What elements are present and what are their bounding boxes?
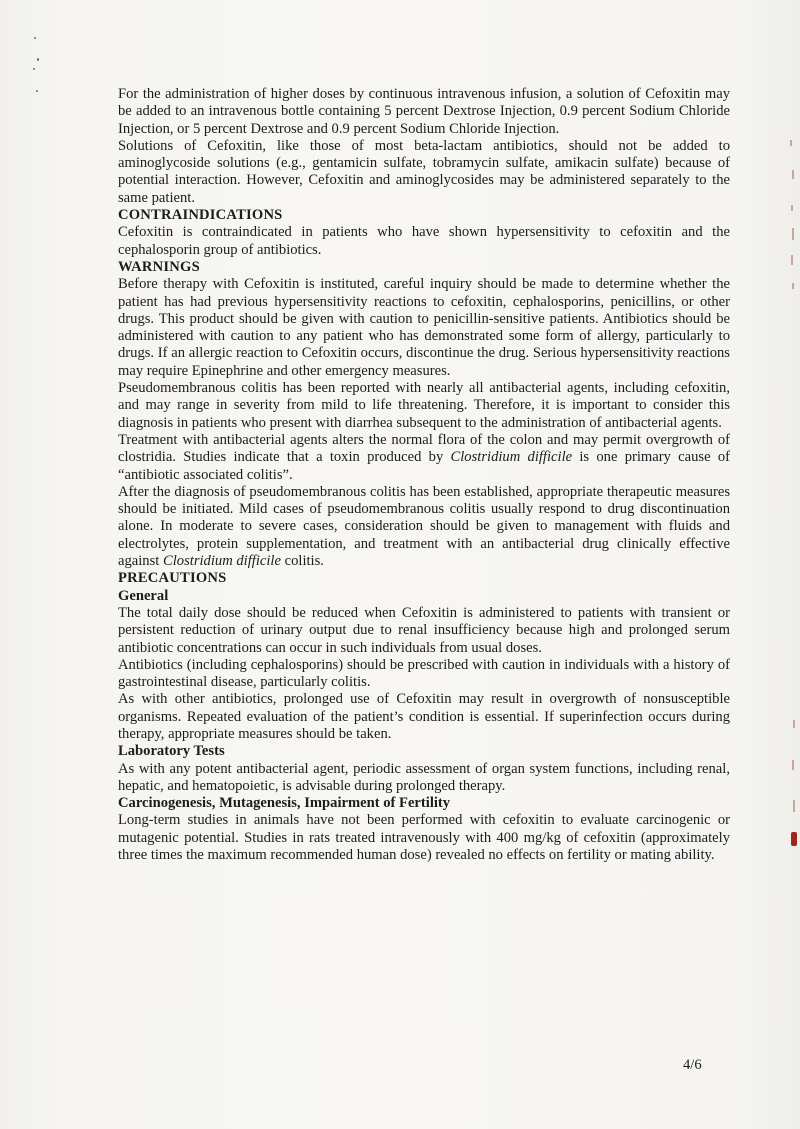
scan-edge-mark	[791, 255, 793, 265]
subsection-heading: Laboratory Tests	[118, 743, 225, 760]
body-paragraph: As with any potent antibacterial agent, periodic assessment of organ system functions, including renal, hepatic, and hematopoietic, is advisable during prolonged therapy.	[118, 760, 730, 794]
body-paragraph: Solutions of Cefoxitin, like those of most beta-lactam antibiotics, should not be added to aminoglycoside solutions (e.g., gentamicin sulfate, tobramycin sulfate, amikacin sulfate) because of potential interaction. However, Cefoxitin and aminoglycosides may be administered separately to the same patient.	[118, 137, 730, 206]
scan-edge-mark	[792, 228, 794, 240]
subsection-heading: Carcinogenesis, Mutagenesis, Impairment of Fertility	[118, 795, 451, 812]
body-paragraph: Antibiotics (including cephalosporins) should be prescribed with caution in individuals with a history of gastrointestinal disease, particularly colitis.	[118, 656, 730, 691]
scan-edge-mark	[792, 170, 794, 179]
scan-edge-mark	[792, 760, 794, 770]
body-paragraph	[118, 432, 730, 484]
scan-speck	[33, 68, 35, 70]
body-paragraph: Cefoxitin is contraindicated in patients who have shown hypersensitivity to cefoxitin and the cephalosporin group of antibiotics.	[118, 224, 730, 258]
paragraph-text: After the diagnosis of pseudomembranous colitis has been established, appropriate therapeutic measures should be initiated. Mild cases of pseudomembranous colitis usually respond to drug discontinuation alone. In moderate to severe cases, consideration should be given to management with fluids and electrolytes, protein supplementation, and treatment with an antibacterial drug clinically effective against	[118, 483, 730, 570]
scan-edge-mark	[791, 832, 797, 846]
section-heading: WARNINGS	[118, 258, 200, 275]
subsection-heading: General	[118, 587, 169, 604]
scan-edge-mark	[791, 205, 793, 211]
body-paragraph: Pseudomembranous colitis has been reported with nearly all antibacterial agents, including cefoxitin, and may range in severity from mild to life threatening. Therefore, it is important to consider this diagnosis in patients who present with diarrhea subsequent to the administration of antibacterial agents.	[118, 380, 730, 431]
body-paragraph	[118, 484, 730, 570]
body-paragraph: For the administration of higher doses by continuous intravenous infusion, a solution of Cefoxitin may be added to an intravenous bottle containing 5 percent Dextrose Injection, 0.9 percent Sodium Chloride Injection, or 5 percent Dextrose and 0.9 percent Sodium Chloride Injection.	[118, 86, 730, 137]
page-number: 4/6	[683, 1057, 702, 1073]
body-paragraph: The total daily dose should be reduced when Cefoxitin is administered to patients with transient or persistent reduction of urinary output due to renal insufficiency because high and prolonged serum antibiotic concentrations can occur in such individuals from usual doses.	[118, 604, 730, 656]
document-body	[118, 86, 730, 864]
organism-name: Clostridium difficile	[163, 553, 281, 570]
paragraph-text: Treatment with antibacterial agents alters the normal flora of the colon and may permit overgrowth of clostridia. Studies indicate that a toxin produced by	[118, 431, 730, 466]
scan-edge-mark	[792, 283, 794, 289]
body-paragraph: Before therapy with Cefoxitin is instituted, careful inquiry should be made to determine whether the patient has had previous hypersensitivity reactions to cefoxitin, cephalosporins, penicillins, or other drugs. This product should be given with caution to penicillin-sensitive patients. Antibiotics should be administered with caution to any patient who has demonstrated some form of allergy, particularly to drugs. If an allergic reaction to Cefoxitin occurs, discontinue the drug. Serious hypersensitivity reactions may require Epinephrine and other emergency measures.	[118, 276, 730, 379]
section-heading: CONTRAINDICATIONS	[118, 207, 283, 224]
body-paragraph: As with other antibiotics, prolonged use of Cefoxitin may result in overgrowth of nonsusceptible organisms. Repeated evaluation of the patient’s condition is essential. If superinfection occurs during therapy, appropriate measures should be taken.	[118, 691, 730, 742]
scan-edge-mark	[793, 720, 795, 728]
section-heading: PRECAUTIONS	[118, 570, 227, 587]
body-paragraph: Long-term studies in animals have not been performed with cefoxitin to evaluate carcinogenic or mutagenic potential. Studies in rats treated intravenously with 400 mg/kg of cefoxitin (approximately three times the maximum recommended human dose) revealed no effects on fertility or mating ability.	[118, 812, 730, 864]
organism-name: Clostridium difficile	[450, 449, 573, 466]
scan-speck	[34, 37, 36, 39]
scan-edge-mark	[793, 800, 795, 812]
paragraph-text: colitis.	[280, 553, 324, 570]
paragraph-text: is one primary cause of “antibiotic associated colitis”.	[118, 449, 731, 483]
scan-speck	[37, 58, 39, 61]
scan-speck	[36, 90, 38, 92]
scan-edge-mark	[790, 140, 792, 146]
